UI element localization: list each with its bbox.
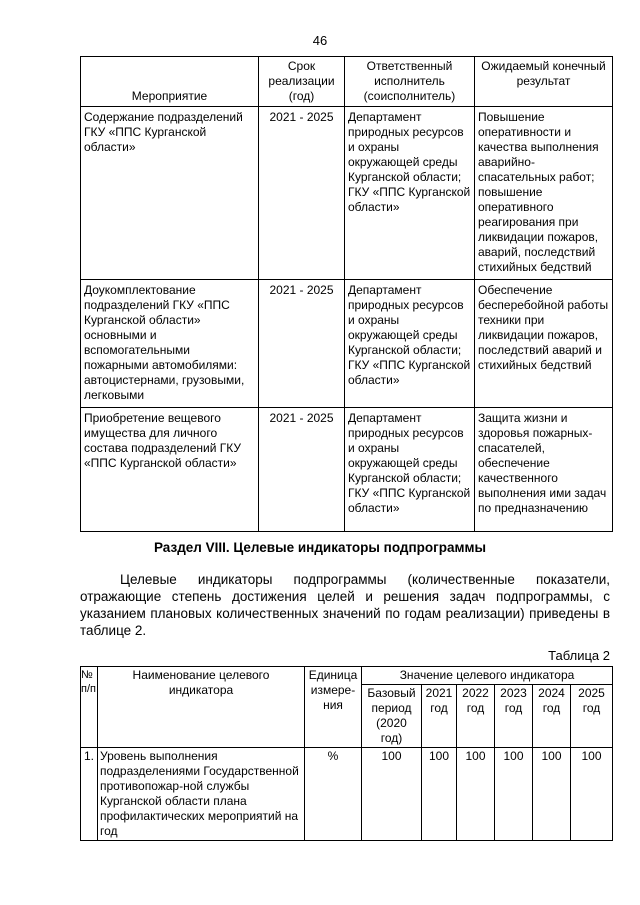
activity-cell: Приобретение вещевого имущества для личного состава подразделений ГКУ «ППС Курганской области» <box>81 408 259 532</box>
section-title: Раздел VIII. Целевые индикаторы подпрограммы <box>153 540 486 555</box>
period-cell: 2021 - 2025 <box>259 107 345 280</box>
header-year: 2025 год <box>571 685 613 748</box>
executor-cell: Департамент природных ресурсов и охраны окружающей среды Курганской области; ГКУ «ППС Курганской области» <box>345 280 475 408</box>
executor-cell: Департамент природных ресурсов и охраны окружающей среды Курганской области; ГКУ «ППС Курганской области» <box>345 408 475 532</box>
row-number-cell: 1. <box>81 748 98 841</box>
activity-cell: Содержание подразделений ГКУ «ППС Курганской области» <box>81 107 259 280</box>
table-row <box>81 748 613 841</box>
year-value-cell: 100 <box>457 748 495 841</box>
table-row <box>81 280 613 408</box>
indicator-name-cell: Уровень выполнения подразделениями Государственной противопожар-ной службы Курганской области плана профилактических мероприятий на год <box>98 748 305 841</box>
table-header-row <box>81 57 613 107</box>
unit-cell: % <box>305 748 362 841</box>
paragraph-first-line: Целевые индикаторы подпрограммы (количественные показатели, <box>120 572 610 587</box>
indicators-table <box>80 666 613 841</box>
header-period: Срок реализации (год) <box>259 57 345 107</box>
header-year: 2021 год <box>422 685 457 748</box>
table-caption: Таблица 2 <box>548 648 610 663</box>
year-value-cell: 100 <box>422 748 457 841</box>
header-result: Ожидаемый конечный результат <box>475 57 613 107</box>
result-cell: Повышение оперативности и качества выполнения аварийно-спасательных работ; повышение оперативного реагирования при ликвидации пожаров, аварий, последствий стихийных бедствий <box>475 107 613 280</box>
activities-table <box>80 56 613 532</box>
header-year: 2023 год <box>495 685 533 748</box>
header-activity: Мероприятие <box>81 57 259 107</box>
body-paragraph <box>80 571 610 639</box>
period-cell: 2021 - 2025 <box>259 280 345 408</box>
page-number: 46 <box>312 33 328 48</box>
year-value-cell: 100 <box>533 748 571 841</box>
header-values-group: Значение целевого индикатора <box>362 667 613 685</box>
header-indicator-name: Наименование целевого индикатора <box>98 667 305 748</box>
year-value-cell: 100 <box>495 748 533 841</box>
result-cell: Обеспечение бесперебойной работы техники при ликвидации пожаров, последствий аварий и стихийных бедствий <box>475 280 613 408</box>
result-cell: Защита жизни и здоровья пожарных-спасателей, обеспечение качественного выполнения ими задач по предназначению <box>475 408 613 532</box>
header-executor: Ответственный исполнитель (соисполнитель) <box>345 57 475 107</box>
base-value-cell: 100 <box>362 748 422 841</box>
header-year: 2024 год <box>533 685 571 748</box>
executor-cell: Департамент природных ресурсов и охраны окружающей среды Курганской области; ГКУ «ППС Курганской области» <box>345 107 475 280</box>
activity-cell: Доукомплектование подразделений ГКУ «ППС Курганской области» основными и вспомогательными пожарными автомобилями: автоцистернами, грузовыми, легковыми <box>81 280 259 408</box>
header-year: 2022 год <box>457 685 495 748</box>
paragraph-rest: отражающие степень достижения целей и решения задач подпрограммы, с указанием плановых количественных значений по годам реализации) приведены в таблице 2. <box>80 589 610 638</box>
table-row <box>81 408 613 532</box>
year-value-cell: 100 <box>571 748 613 841</box>
header-number: № п/п <box>81 667 98 748</box>
period-cell: 2021 - 2025 <box>259 408 345 532</box>
table-header-row <box>81 667 613 685</box>
header-unit: Единица измере-ния <box>305 667 362 748</box>
header-base-period: Базовый период (2020 год) <box>362 685 422 748</box>
table-row <box>81 107 613 280</box>
